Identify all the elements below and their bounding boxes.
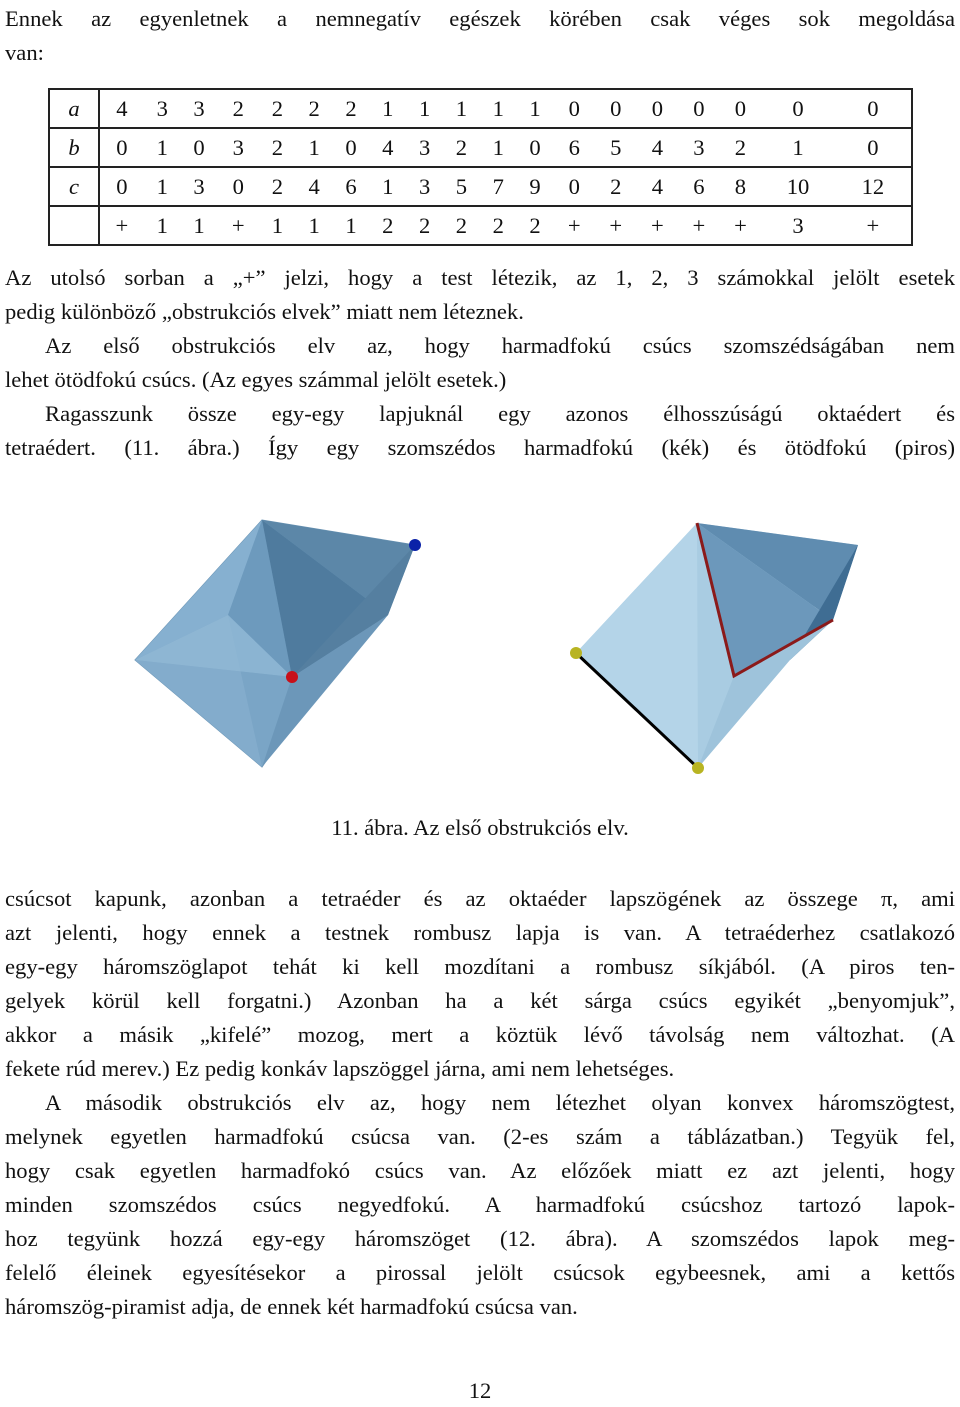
figure-caption: 11. ábra. Az első obstrukciós elv. <box>331 815 629 840</box>
table-cell: 2 <box>734 134 747 160</box>
table-cell: 0 <box>792 95 804 121</box>
red-vertex <box>286 671 298 683</box>
intro-line: Ennek az egyenletnek a nemnegatív egészek körében csak véges sok megoldása <box>5 6 955 31</box>
text-line: Az első obstrukciós elv az, hogy harmadfokú csúcs szomszédságában nem <box>45 333 955 358</box>
table-cell: 3 <box>418 173 431 199</box>
text-line: hogy csak egyetlen harmadfokó csúcs van. Az előzőek miatt ez azt jelenti, hogy <box>5 1158 955 1183</box>
table-cell: 0 <box>116 173 128 199</box>
table-cell: 2 <box>455 134 468 160</box>
table-cell: 1 <box>492 95 504 121</box>
text-line: csúcsot kapunk, azonban a tetraéder és az oktaéder lapszögének az összege π, ami <box>5 886 955 911</box>
table-cell: 2 <box>271 95 284 121</box>
table-cell: 2 <box>308 95 320 121</box>
table-cell: + <box>609 212 623 238</box>
table-cell: 1 <box>455 95 468 121</box>
table-cell: 1 <box>156 134 168 160</box>
yellow-vertex <box>570 647 582 659</box>
table-cell: 3 <box>232 134 244 160</box>
text-line: pedig különböző „obstrukciós elvek” miatt nem léteznek. <box>5 299 524 324</box>
row-label: c <box>49 167 99 206</box>
table-cell: 0 <box>116 134 128 160</box>
table-row <box>49 206 912 245</box>
table-cell: 1 <box>492 134 504 160</box>
table-cell: 2 <box>271 134 284 160</box>
table-cell: 1 <box>271 212 284 238</box>
face <box>576 523 698 768</box>
table-cell: 12 <box>861 173 885 199</box>
table-cell: 1 <box>156 173 168 199</box>
text-line: akkor a másik „kifelé” mozog, mert a köztük lévő távolság nem változhat. (A <box>5 1022 955 1047</box>
text-line: háromszög-piramist adja, de ennek két harmadfokú csúcsa van. <box>5 1294 578 1319</box>
table-cell: 2 <box>271 173 284 199</box>
table-cell: 0 <box>193 134 205 160</box>
table-cell: 0 <box>529 134 541 160</box>
table-cell: 4 <box>651 173 663 199</box>
table-cell: 2 <box>345 95 357 121</box>
table-cell: 7 <box>492 173 504 199</box>
table-cell: 4 <box>308 173 320 199</box>
text-line: felelő éleinek egyesítésekor a pirossal jelölt csúcsok egybeesnek, ami a kettős <box>5 1260 955 1285</box>
text-line: lehet ötödfokú csúcs. (Az egyes számmal jelölt esetek.) <box>5 367 507 392</box>
solutions-table <box>48 88 913 246</box>
text-line: egy-egy háromszöglapot tehát ki kell mozdítani a rombusz síkjából. (A piros ten- <box>5 954 955 979</box>
table-cell: 3 <box>156 95 168 121</box>
table-cell: 9 <box>529 173 541 199</box>
table-cell: 3 <box>792 212 804 238</box>
table-cell: + <box>734 212 747 238</box>
table-cell: 3 <box>693 134 705 160</box>
table-cell: 4 <box>382 134 394 160</box>
table-cell: + <box>231 212 245 238</box>
table-cell: 2 <box>455 212 468 238</box>
text-line: melynek egyetlen harmadfokú csúcsa van. (2-es szám a táblázatban.) Tegyük fel, <box>5 1124 955 1149</box>
text-line: azt jelenti, hogy ennek a testnek rombusz lapja is van. A tetraéderhez csatlakozó <box>5 920 955 945</box>
table-cell: 2 <box>232 95 244 121</box>
table-cell: 10 <box>786 173 810 199</box>
table-row <box>49 167 912 206</box>
table-cell: 5 <box>455 173 468 199</box>
figure-octahedron-left <box>100 510 470 780</box>
text-line: A második obstrukciós elv az, hogy nem létezhet olyan konvex háromszögtest, <box>45 1090 955 1115</box>
table-cell: 0 <box>232 173 244 199</box>
table-cell: 0 <box>568 95 580 121</box>
table-cell: + <box>567 212 581 238</box>
table-cell: 3 <box>418 134 431 160</box>
text-line: fekete rúd merev.) Ez pedig konkáv lapszöggel járna, ami nem lehetséges. <box>5 1056 675 1081</box>
table-cell: 6 <box>568 134 580 160</box>
table-cell: 8 <box>734 173 747 199</box>
paragraph-obstruction-explained <box>5 882 955 1324</box>
table-cell: 0 <box>734 95 747 121</box>
row-label: b <box>49 128 99 167</box>
table-cell: 3 <box>193 95 205 121</box>
text-line: minden szomszédos csúcs negyedfokú. A harmadfokú csúcshoz tartozó lapok- <box>5 1192 955 1217</box>
table-cell: 2 <box>382 212 394 238</box>
text-line: Ragasszunk össze egy-egy lapjuknál egy azonos élhosszúságú oktaédert és <box>45 401 955 426</box>
table-row <box>49 89 912 128</box>
table-cell: 0 <box>345 134 357 160</box>
figure-octahedron-right <box>560 510 880 780</box>
text-line: Az utolsó sorban a „+” jelzi, hogy a test létezik, az 1, 2, 3 számokkal jelölt esetek <box>5 265 955 290</box>
table-cell: 1 <box>418 95 431 121</box>
row-label <box>49 206 99 245</box>
table-cell: 1 <box>308 134 320 160</box>
table-cell: 2 <box>492 212 504 238</box>
paragraph-obstruction-intro <box>5 261 955 465</box>
table-cell: 0 <box>693 95 705 121</box>
table-cell: 1 <box>382 95 394 121</box>
table-cell: 2 <box>529 212 541 238</box>
table-cell: 3 <box>193 173 205 199</box>
table-cell: 2 <box>610 173 622 199</box>
table-cell: 4 <box>651 134 663 160</box>
table-cell: 4 <box>116 95 128 121</box>
table-cell: 1 <box>193 212 205 238</box>
table-cell: + <box>692 212 706 238</box>
table-cell: 0 <box>568 173 580 199</box>
yellow-vertex <box>692 762 704 774</box>
table-cell: 5 <box>610 134 622 160</box>
intro-line: van: <box>5 40 44 65</box>
table-cell: 0 <box>867 95 879 121</box>
table-cell: 1 <box>156 212 168 238</box>
table-cell: 1 <box>308 212 320 238</box>
table-cell: 6 <box>345 173 357 199</box>
row-label: a <box>49 89 99 128</box>
intro-paragraph <box>5 2 955 70</box>
table-cell: 0 <box>867 134 879 160</box>
table-cell: 1 <box>382 173 394 199</box>
table-cell: 0 <box>610 95 622 121</box>
table-cell: 1 <box>792 134 804 160</box>
text-line: tetraédert. (11. ábra.) Így egy szomszédos harmadfokú (kék) és ötödfokú (piros) <box>5 435 955 460</box>
text-line: gelyek körül kell forgatni.) Azonban ha a két sárga csúcs egyikét „benyomjuk”, <box>5 988 955 1013</box>
text-line: hoz tegyünk hozzá egy-egy háromszöget (12. ábra). A szomszédos lapok meg- <box>5 1226 955 1251</box>
table-cell: 0 <box>651 95 663 121</box>
table-cell: 1 <box>345 212 357 238</box>
table-cell: + <box>115 212 129 238</box>
table-cell: 2 <box>418 212 431 238</box>
page-number: 12 <box>468 1378 492 1403</box>
table-cell: + <box>866 212 880 238</box>
table-cell: 6 <box>693 173 705 199</box>
table-cell: 1 <box>529 95 541 121</box>
blue-vertex <box>409 539 421 551</box>
table-cell: + <box>650 212 664 238</box>
table-row <box>49 128 912 167</box>
